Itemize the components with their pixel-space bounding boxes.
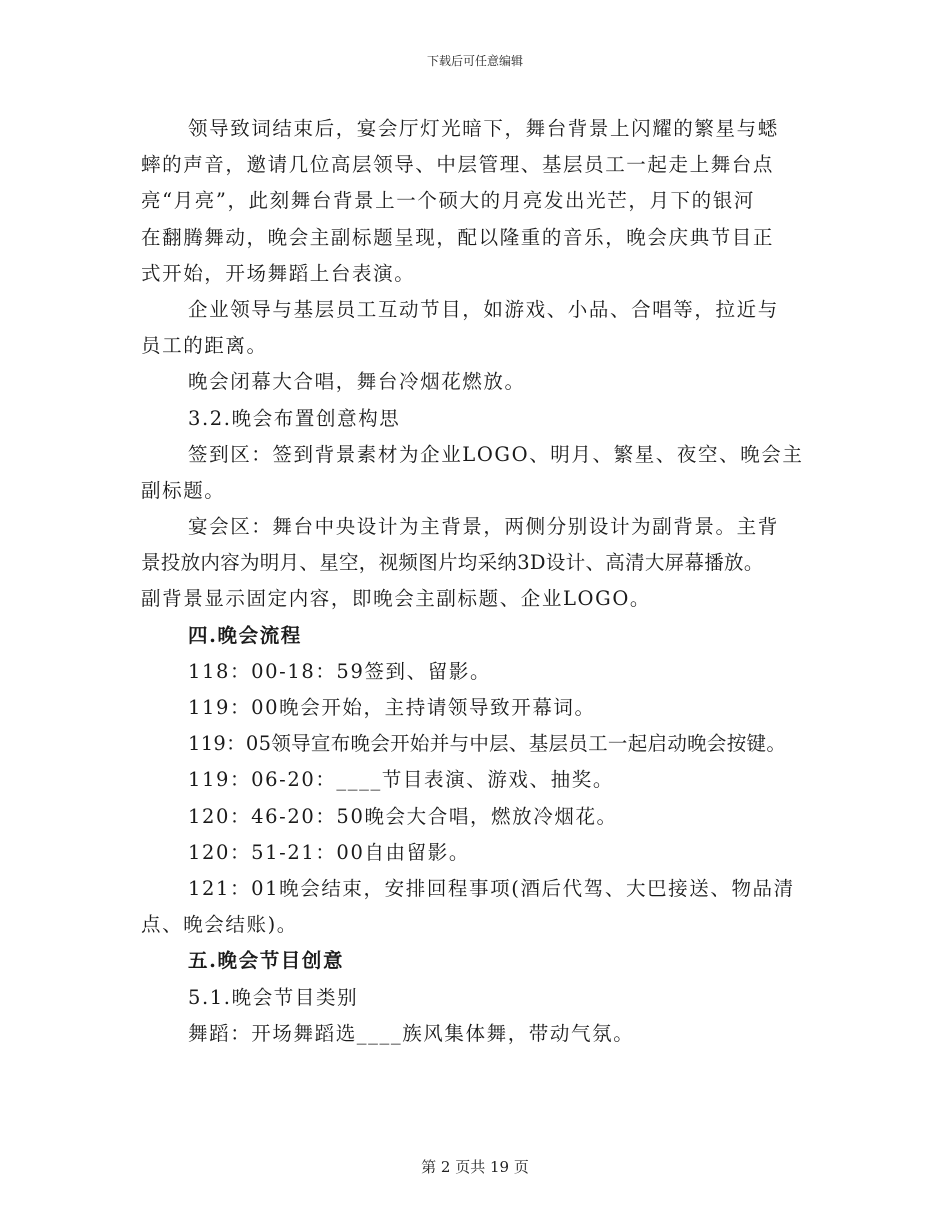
paragraph-line: 晚会闭幕大合唱，舞台冷烟花燃放。 — [188, 370, 526, 394]
paragraph-line: 副标题。 — [141, 478, 226, 502]
paragraph-line: 员工的距离。 — [141, 334, 268, 358]
paragraph-line: 式开始，开场舞蹈上台表演。 — [141, 261, 416, 285]
paragraph-line: 景投放内容为明月、星空，视频图片均采纳3D设计、高清大屏幕播放。 — [141, 551, 764, 575]
schedule-item: 118：00-18：59签到、留影。 — [188, 659, 492, 683]
paragraph-line: 舞蹈：开场舞蹈选____族风集体舞，带动气氛。 — [188, 1021, 635, 1045]
section-heading: 四.晚会流程 — [188, 623, 302, 647]
paragraph-line: 领导致词结束后，宴会厅灯光暗下，舞台背景上闪耀的繁星与蟋 — [188, 117, 779, 140]
paragraph-line: 宴会区：舞台中央设计为主背景，两侧分别设计为副背景。主背 — [188, 515, 779, 539]
schedule-item: 119：06-20：____节目表演、游戏、抽奖。 — [188, 768, 614, 792]
page-footer: 第 2 页共 19 页 — [421, 1158, 529, 1176]
paragraph-line: 点、晚会结账)。 — [141, 913, 298, 937]
document-body — [141, 111, 813, 1052]
paragraph-line: 副背景显示固定内容，即晚会主副标题、企业LOGO。 — [141, 587, 651, 611]
schedule-item: 121：01晚会结束，安排回程事项(酒后代驾、大巴接送、物品清 — [188, 876, 795, 900]
paragraph-line: 签到区：签到背景素材为企业LOGO、明月、繁星、夜空、晚会主 — [188, 442, 804, 466]
page-header: 下载后可任意编辑 — [426, 54, 523, 68]
schedule-item: 119：05领导宣布晚会开始并与中层、基层员工一起启动晚会按键。 — [188, 732, 787, 756]
paragraph-line: 在翻腾舞动，晚会主副标题呈现，配以隆重的音乐，晚会庆典节目正 — [141, 225, 775, 249]
paragraph-line: 蟀的声音，邀请几位高层领导、中层管理、基层员工一起走上舞台点 — [141, 153, 775, 177]
schedule-item: 120：51-21：00自由留影。 — [188, 840, 470, 864]
subsection-heading: 3.2.晚会布置创意构思 — [188, 406, 401, 430]
schedule-item: 119：00晚会开始，主持请领导致开幕词。 — [188, 696, 596, 719]
paragraph-line: 亮“月亮”，此刻舞台背景上一个硕大的月亮发出光芒，月下的银河 — [141, 189, 755, 213]
paragraph-line: 企业领导与基层员工互动节目，如游戏、小品、合唱等，拉近与 — [188, 297, 779, 321]
section-heading: 五.晚会节目创意 — [188, 949, 345, 973]
schedule-item: 120：46-20：50晚会大合唱，燃放冷烟花。 — [188, 804, 618, 828]
subsection-heading: 5.1.晚会节目类别 — [188, 985, 359, 1009]
